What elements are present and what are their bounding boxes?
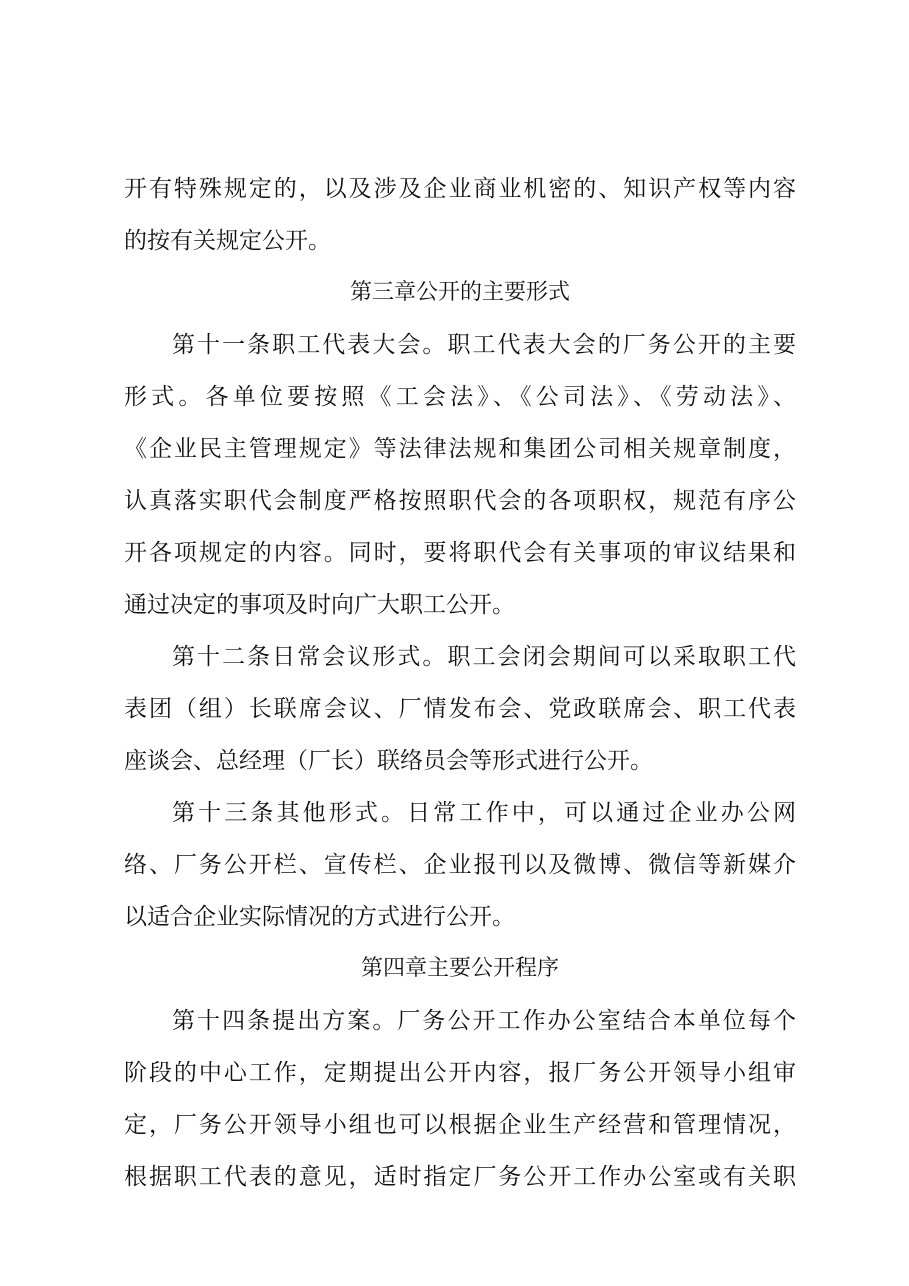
text-line: 第十二条日常会议形式。职工会闭会期间可以采取职工代: [172, 644, 796, 670]
document-page: [124, 163, 796, 1203]
text-line: 座谈会、总经理（厂长）联络员会等形式进行公开。: [124, 748, 653, 774]
text-line: 阶段的中心工作，定期提出公开内容，报厂务公开领导小组审: [124, 1060, 796, 1086]
text-line: 的按有关规定公开。: [124, 228, 331, 254]
text-line: 表团（组）长联席会议、厂情发布会、党政联席会、职工代表: [124, 696, 796, 722]
paragraph-continuation: [124, 163, 796, 267]
text-line: 通过决定的事项及时向广大职工公开。: [124, 592, 515, 618]
text-line: 《企业民主管理规定》等法律法规和集团公司相关规章制度，: [124, 436, 796, 462]
text-line: 第十一条职工代表大会。职工代表大会的厂务公开的主要: [172, 332, 796, 358]
chapter-heading: [124, 267, 796, 319]
chapter-heading-text: 第四章主要公开程序: [360, 956, 559, 981]
text-line: 开各项规定的内容。同时，要将职代会有关事项的审议结果和: [124, 540, 796, 566]
paragraph-article-11: [124, 319, 796, 631]
text-line: 形式。各单位要按照《工会法》、《公司法》、《劳动法》、: [124, 384, 796, 410]
text-line: 第十三条其他形式。日常工作中，可以通过企业办公网: [172, 800, 796, 826]
text-line: 认真落实职代会制度严格按照职代会的各项职权，规范有序公: [124, 488, 796, 514]
text-line: 开有特殊规定的，以及涉及企业商业机密的、知识产权等内容: [124, 176, 796, 202]
chapter-heading: [124, 943, 796, 995]
text-line: 络、厂务公开栏、宣传栏、企业报刊以及微博、微信等新媒介: [124, 852, 796, 878]
text-line: 定，厂务公开领导小组也可以根据企业生产经营和管理情况，: [124, 1112, 796, 1138]
paragraph-article-12: [124, 631, 796, 787]
text-line: 第十四条提出方案。厂务公开工作办公室结合本单位每个: [172, 1008, 796, 1034]
paragraph-article-14: [124, 995, 796, 1203]
chapter-heading-text: 第三章公开的主要形式: [349, 280, 570, 305]
paragraph-article-13: [124, 787, 796, 943]
text-line: 以适合企业实际情况的方式进行公开。: [124, 904, 515, 930]
text-line: 根据职工代表的意见，适时指定厂务公开工作办公室或有关职: [124, 1164, 796, 1190]
